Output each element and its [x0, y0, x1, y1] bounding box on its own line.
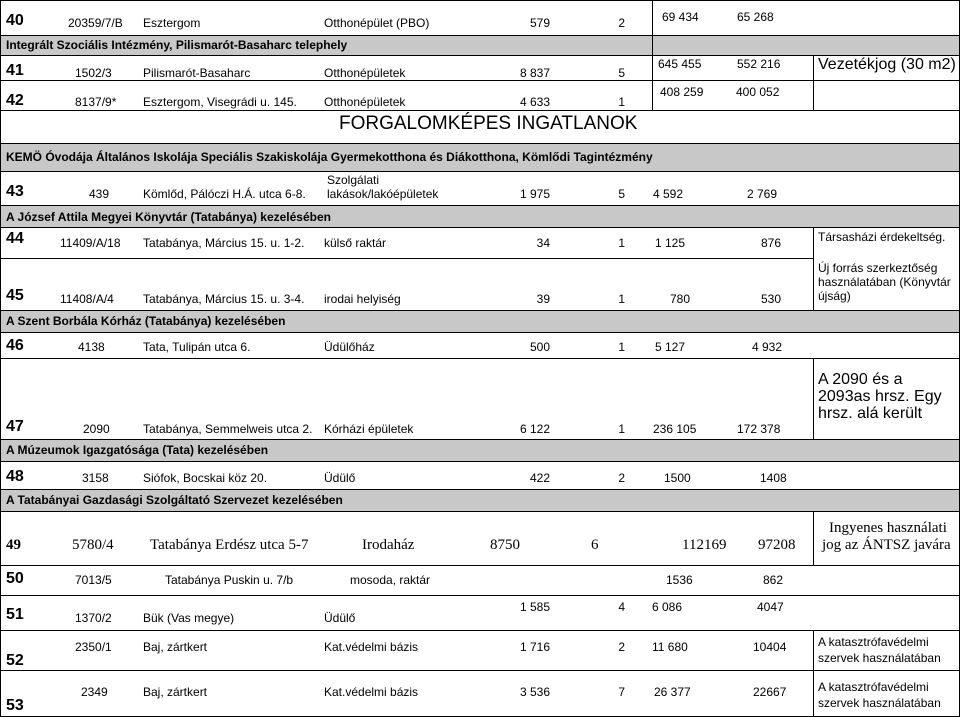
hrsz: 2090: [83, 422, 110, 436]
row-number: 48: [6, 468, 24, 485]
value-1: 408 259: [660, 85, 704, 99]
row-number: 45: [6, 287, 24, 304]
place: Tatabánya, Semmelweis utca 2.: [143, 422, 313, 436]
hrsz: 5780/4: [72, 537, 114, 553]
value-1: 112169: [682, 537, 727, 553]
value-2: 530: [761, 292, 782, 306]
value-1: 780: [670, 292, 691, 306]
value-2: 172 378: [737, 422, 781, 436]
value-1: 6 086: [652, 600, 683, 614]
area: 4 633: [519, 95, 550, 109]
area: 1 716: [519, 640, 550, 654]
row-number: 40: [6, 12, 24, 29]
count: 2: [618, 16, 625, 30]
note: A katasztrófavédelmi szervek használatában: [818, 635, 941, 665]
type: Szolgálati: [327, 173, 380, 187]
place: Baj, zártkert: [143, 685, 208, 699]
note: Társasházi érdekeltség.: [818, 230, 946, 244]
note: Ingyenes használati: [829, 520, 947, 536]
count: 2: [618, 640, 625, 654]
value-1: 1 125: [655, 236, 686, 250]
value-2: 97208: [758, 537, 796, 553]
type: külső raktár: [324, 236, 387, 250]
row-number: 53: [6, 697, 24, 714]
value-2: 22667: [753, 685, 787, 699]
place: Esztergom, Visegrádi u. 145.: [143, 95, 297, 109]
hrsz: 11408/A/4: [60, 292, 114, 306]
type: irodai helyiség: [324, 292, 401, 306]
count: 5: [618, 187, 625, 201]
area: 6 122: [519, 422, 550, 436]
value-1: 11 680: [652, 640, 688, 654]
value-1: 1536: [666, 573, 693, 587]
place: Baj, zártkert: [143, 640, 208, 654]
value-2: 4047: [757, 600, 784, 614]
value-2: 552 216: [737, 57, 781, 71]
value-1: 4 592: [653, 187, 684, 201]
page-title: FORGALOMKÉPES INGATLANOK: [339, 113, 638, 134]
area: 39: [536, 292, 550, 306]
area: 422: [529, 471, 550, 485]
count: 1: [618, 292, 625, 306]
type: Otthonépületek: [324, 95, 406, 109]
area: 8750: [490, 537, 520, 553]
type: Kat.védelmi bázis: [324, 640, 419, 654]
section-heading: KEMÖ Óvodája Általános Iskolája Speciális Szakiskolája Gyermekotthona és Diákotthona, Kömlődi Tagintézmény: [6, 150, 653, 164]
value-1: 5 127: [655, 340, 686, 354]
value-1: 69 434: [662, 10, 699, 24]
value-1: 1500: [664, 471, 691, 485]
row-number: 43: [6, 183, 24, 200]
row-number: 41: [6, 62, 24, 79]
value-2: 65 268: [737, 10, 774, 24]
count: 1: [618, 422, 625, 436]
type: Üdülőház: [324, 340, 375, 354]
type: Üdülő: [324, 611, 356, 625]
area: 3 536: [519, 685, 550, 699]
area: 579: [529, 16, 550, 30]
place: Tatabánya, Március 15. u. 3-4.: [143, 292, 305, 306]
count: 1: [618, 340, 625, 354]
place: Pilismarót-Basaharc: [143, 66, 251, 80]
value-2: 400 052: [736, 85, 780, 99]
section-heading: A Múzeumok Igazgatósága (Tata) kezelésében: [6, 443, 269, 457]
hrsz: 439: [89, 187, 110, 201]
place: Kömlőd, Pálóczi H.Á. utca 6-8.: [143, 187, 306, 201]
hrsz: 2350/1: [75, 640, 112, 654]
hrsz: 3158: [82, 471, 109, 485]
hrsz: 2349: [81, 685, 108, 699]
place: Esztergom: [143, 16, 201, 30]
section-heading: Integrált Szociális Intézmény, Pilismarót-Basaharc telephely: [6, 38, 348, 52]
section-heading: A Tatabányai Gazdasági Szolgáltató Szervezet kezelésében: [6, 493, 343, 507]
section-heading: A József Attila Megyei Könyvtár (Tatabánya) kezelésében: [6, 210, 331, 224]
note: A 2090 és a 2093as hrsz. Egy hrsz. alá került: [818, 371, 942, 422]
place: Tata, Tulipán utca 6.: [143, 340, 251, 354]
count: 6: [591, 537, 599, 553]
place: Tatabánya Erdész utca 5-7: [150, 537, 309, 553]
value-1: 645 455: [658, 57, 702, 71]
note: Vezetékjog (30 m2): [818, 56, 956, 73]
area: 1 585: [519, 600, 550, 614]
hrsz: 1502/3: [75, 66, 112, 80]
row-number: 42: [6, 92, 24, 109]
value-2: 10404: [753, 640, 787, 654]
row-number: 49: [6, 537, 21, 553]
type: Otthonépület (PBO): [324, 16, 430, 30]
type: lakások/lakóépületek: [327, 187, 439, 201]
value-2: 1408: [760, 471, 787, 485]
type: Kórházi épületek: [324, 422, 414, 436]
place: Tatabánya Puskin u. 7/b: [165, 573, 294, 587]
type: Irodaház: [362, 537, 415, 553]
count: 4: [618, 600, 625, 614]
value-1: 236 105: [653, 422, 697, 436]
row-number: 46: [6, 337, 24, 354]
place: Tatabánya, Március 15. u. 1-2.: [143, 236, 305, 250]
row-number: 44: [6, 230, 24, 247]
row-number: 52: [6, 652, 24, 669]
place: Siófok, Bocskai köz 20.: [143, 471, 268, 485]
type: Otthonépületek: [324, 66, 406, 80]
note: Új forrás szerkeztőség használatában (Könyvtár újság): [818, 261, 951, 303]
type: mosoda, raktár: [350, 573, 431, 587]
count: 5: [618, 66, 625, 80]
value-1: 26 377: [654, 685, 691, 699]
value-2: 876: [761, 236, 782, 250]
area: 1 975: [519, 187, 550, 201]
hrsz: 11409/A/18: [60, 236, 121, 250]
row-number: 50: [6, 570, 24, 587]
value-2: 862: [763, 573, 784, 587]
hrsz: 7013/5: [75, 573, 112, 587]
place: Bük (Vas megye): [143, 611, 235, 625]
hrsz: 4138: [78, 340, 105, 354]
row-number: 47: [6, 418, 24, 435]
section-heading: A Szent Borbála Kórház (Tatabánya) kezelésében: [6, 314, 286, 328]
count: 1: [618, 236, 625, 250]
type: Üdülő: [324, 471, 356, 485]
area: 500: [529, 340, 550, 354]
value-2: 4 932: [752, 340, 783, 354]
note: A katasztrófavédelmi szervek használatában: [818, 680, 941, 710]
area: 8 837: [519, 66, 550, 80]
area: 34: [536, 236, 550, 250]
type: Kat.védelmi bázis: [324, 685, 419, 699]
count: 2: [618, 471, 625, 485]
hrsz: 20359/7/B: [68, 16, 123, 30]
count: 7: [618, 685, 625, 699]
hrsz: 1370/2: [75, 611, 112, 625]
note: jog az ÁNTSZ javára: [822, 537, 951, 553]
value-2: 2 769: [747, 187, 778, 201]
row-number: 51: [6, 606, 24, 623]
count: 1: [618, 95, 625, 109]
hrsz: 8137/9*: [75, 95, 117, 109]
